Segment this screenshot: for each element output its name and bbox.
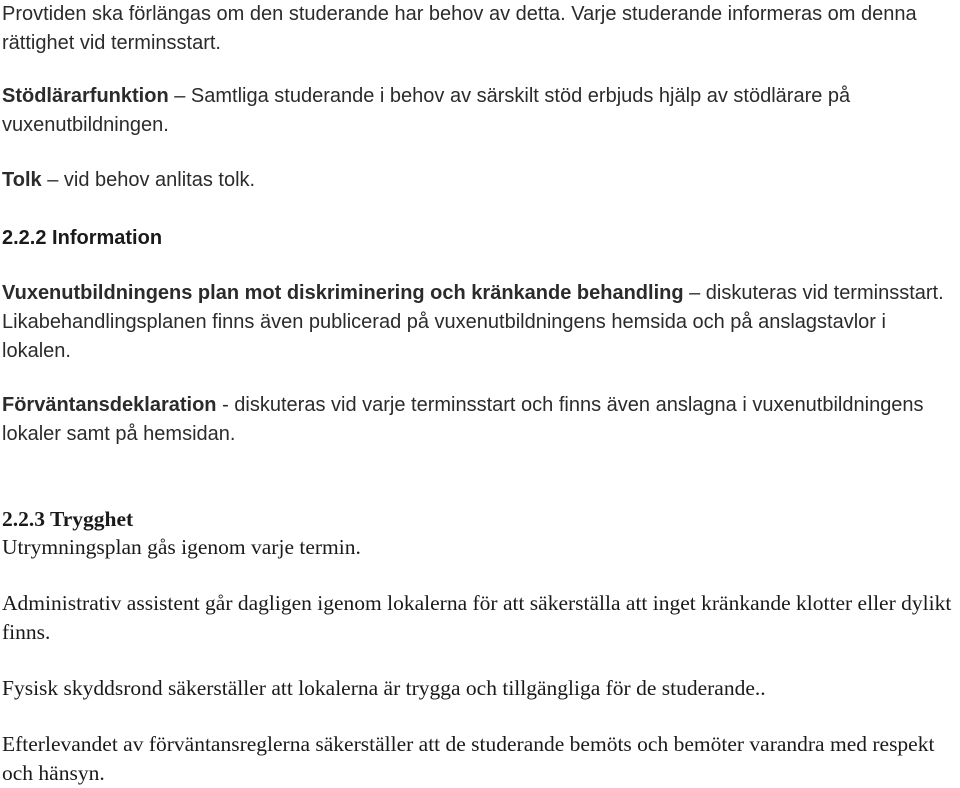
paragraph-efterlevandet [2,730,956,788]
provtid-text: Provtiden ska förlängas om den studerande har behov av detta. Varje studerande informeras om denna rättighet vid terminsstart. [2,3,917,54]
plan-label: Vuxenutbildningens plan mot diskriminering och kränkande behandling [2,282,684,304]
paragraph-plan [2,279,956,366]
fysisk-text: Fysisk skyddsrond säkerställer att lokalerna är trygga och tillgängliga för de studerande.. [2,676,766,700]
plan-text: – diskuteras vid terminsstart. Likabehandlingsplanen finns även publicerad på vuxenutbildningens hemsida och på anslagstavlor i lokalen. [2,282,944,362]
paragraph-tolk [2,166,956,195]
utrymning-text: Utrymningsplan gås igenom varje termin. [2,535,361,559]
paragraph-forvantan [2,391,956,449]
paragraph-utrymning [2,533,956,562]
section-heading-trygghet: 2.2.3 Trygghet [2,507,134,531]
paragraph-administrativ [2,589,956,647]
section-heading-information: 2.2.2 Information [2,227,163,249]
efterlevandet-text: Efterlevandet av förväntansreglerna säkerställer att de studerande bemöts och bemöter varandra med respekt och hänsyn. [2,732,935,785]
administrativ-text: Administrativ assistent går dagligen igenom lokalerna för att säkerställa att inget kränkande klotter eller dylikt finns. [2,591,952,644]
tolk-text: – vid behov anlitas tolk. [41,169,256,191]
forvantan-text: - diskuteras vid varje terminsstart och finns även anslagna i vuxenutbildningens lokaler samt på hemsidan. [2,394,924,445]
forvantan-label: Förväntansdeklaration [2,394,217,416]
stodlarare-text: – Samtliga studerande i behov av särskilt stöd erbjuds hjälp av stödlärare på vuxenutbildningen. [2,85,851,136]
paragraph-fysisk [2,674,956,703]
stodlarare-label: Stödlärarfunktion [2,85,169,107]
paragraph-stodlarare [2,82,956,140]
tolk-label: Tolk [2,169,42,191]
paragraph-provtid [2,0,956,58]
